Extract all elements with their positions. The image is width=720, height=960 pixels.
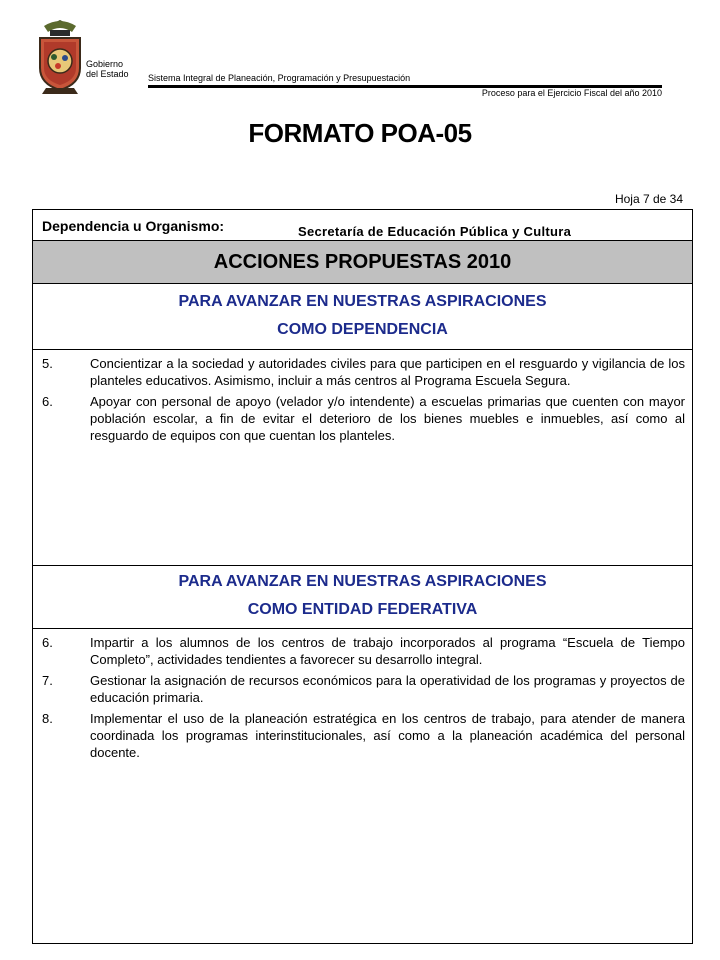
dependency-value: Secretaría de Educación Pública y Cultura	[298, 224, 572, 239]
page-title: FORMATO POA-05	[248, 118, 472, 148]
section-1-items	[33, 355, 692, 448]
actions-table	[32, 209, 693, 944]
dependency-label: Dependencia u Organismo:	[42, 218, 225, 234]
list-item	[33, 634, 692, 668]
system-name: Sistema Integral de Planeación, Programación y Presupuestación	[148, 73, 411, 83]
list-item	[33, 393, 692, 444]
item-text: Implementar el uso de la planeación estratégica en los centros de trabajo, para atender de manera coordinada los programas interinstitucionales, así como a la planeación académica del personal docente.	[90, 711, 685, 760]
section-2-items	[33, 634, 692, 765]
state-coat-of-arms-icon	[34, 18, 86, 96]
item-number: 6.	[42, 394, 53, 409]
list-item	[33, 710, 692, 761]
section-2-line-1: PARA AVANZAR EN NUESTRAS ASPIRACIONES	[178, 573, 547, 590]
section-1-line-1: PARA AVANZAR EN NUESTRAS ASPIRACIONES	[178, 293, 547, 310]
item-text: Apoyar con personal de apoyo (velador y/o intendente) a escuelas primarias que cuenten con mayor población escolar, a fin de evitar el deterioro de los bienes muebles e inmuebles, así como al resguardo de equipos con que cuentan los planteles.	[90, 394, 685, 443]
list-item	[33, 672, 692, 706]
dependency-row	[33, 209, 692, 241]
item-text: Gestionar la asignación de recursos económicos para la operatividad de los programas y proyectos de educación primaria.	[90, 673, 685, 705]
item-number: 8.	[42, 711, 53, 726]
item-number: 6.	[42, 635, 53, 650]
item-number: 5.	[42, 356, 53, 371]
section-1-line-2: COMO DEPENDENCIA	[277, 321, 448, 338]
government-label	[86, 59, 129, 79]
list-item	[33, 355, 692, 389]
item-text: Impartir a los alumnos de los centros de trabajo incorporados al programa “Escuela de Tiempo Completo”, actividades tendientes a favorecer su desarrollo integral.	[90, 635, 685, 667]
actions-banner: ACCIONES PROPUESTAS 2010	[33, 241, 692, 284]
government-line-2: del Estado	[86, 69, 129, 79]
section-header-federative-entity	[33, 566, 692, 629]
item-text: Concientizar a la sociedad y autoridades civiles para que participen en el resguardo y vigilancia de los planteles educativos. Asimismo, incluir a más centros al Programa Escuela Segura.	[90, 356, 685, 388]
section-header-dependency	[33, 284, 692, 350]
page-header	[0, 0, 720, 110]
process-label: Proceso para el Ejercicio Fiscal del año 2010	[481, 88, 662, 98]
table-bottom-border	[32, 943, 693, 944]
government-line-1: Gobierno	[86, 59, 124, 69]
section-2-line-2: COMO ENTIDAD FEDERATIVA	[247, 601, 478, 618]
item-number: 7.	[42, 673, 53, 688]
sheet-number: Hoja 7 de 34	[614, 192, 683, 206]
